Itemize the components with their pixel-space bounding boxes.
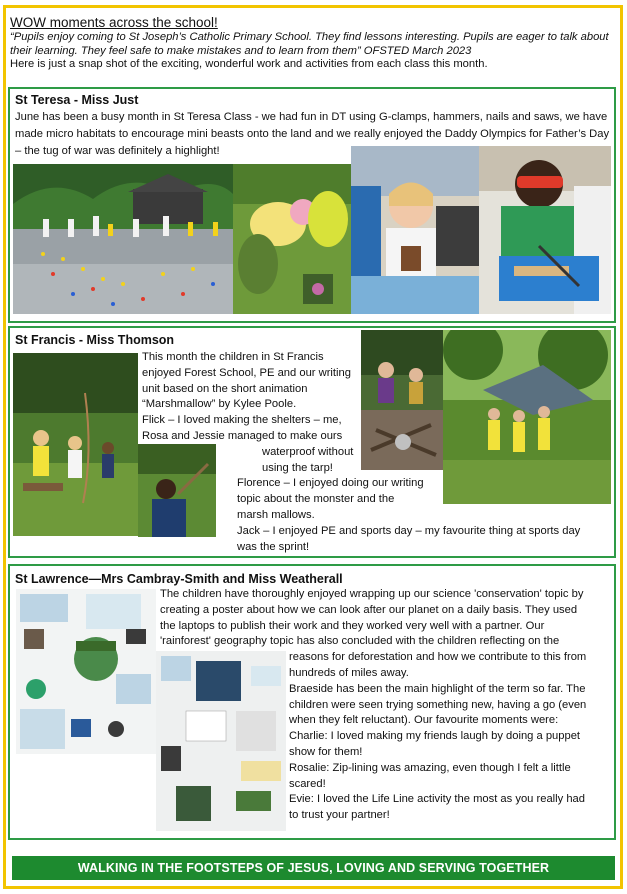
photo-dt-saw [479, 146, 611, 314]
photo-daddy-olympics [13, 164, 233, 314]
newsletter-header [10, 14, 616, 72]
page-title: WOW moments across the school! [10, 15, 218, 30]
section-title: St Lawrence—Mrs Cambray-Smith and Miss Weatherall [15, 572, 343, 586]
intro-text: Here is just a snap shot of the exciting, wonderful work and activities from each class this month. [10, 58, 488, 70]
section-st-teresa [8, 87, 616, 323]
school-motto-banner: WALKING IN THE FOOTSTEPS OF JESUS, LOVING AND SERVING TOGETHER [12, 856, 615, 880]
photo-campfire [361, 330, 443, 470]
section-text: This month the children in St Francis enjoyed Forest School, PE and our writing unit based on the short animation “Marshmallow” by Kylee Poole. Flick – I loved making the shelters – me, Rosa and Jessie managed to make ours waterproof without using the tarp! Florence – I enjoyed doing our writing topic about the monster and the marsh mallows. [142, 351, 424, 521]
photo-dt-hammering [351, 146, 479, 314]
section-title: St Teresa - Miss Just [15, 93, 139, 107]
section-text: The children have thoroughly enjoyed wrapping up our science 'conservation' topic by creating a poster about how we can look after our planet on a daily basis. They used the laptops to publish their work and they worked very well with a partner. Our 'rainforest' geography topic has also concluded with the children reflecting on the reasons for deforestation and how we contribute to this from hundreds of miles away. Braeside has been the main highlight of the term so far. The children were seen trying something new, having a go (even when they felt reluctant). Our favourite moments were: Charlie: I loved making my friends laugh by doing a puppet show for them! Rosalie: Zip-lining was amazing, even though I felt a little scared! Evie: I loved the Life Line activity the most as you really had to trust your partner! [160, 588, 587, 822]
ofsted-source: OFSTED March 2023 [360, 44, 472, 57]
section-st-francis [8, 326, 616, 558]
section-text-end: Jack – I enjoyed PE and sports day – my favourite thing at sports day was the sprint! [237, 525, 581, 553]
section-st-lawrence [8, 564, 616, 840]
section-text: June has been a busy month in St Teresa Class - we had fun in DT using G-clamps, hammers, nails and saws, we have made micro habitats to encourage mini beasts onto the land and we really enjoyed the Daddy Olympics for Father’s Day – the tug of war was definitely a highlight! [15, 111, 610, 157]
poster-conservation-1 [16, 589, 156, 754]
photo-forest-school [13, 353, 138, 536]
section-title: St Francis - Miss Thomson [15, 333, 175, 347]
photo-shelter [443, 330, 611, 504]
photo-micro-habitats [233, 164, 351, 314]
ofsted-quote: “Pupils enjoy coming to St Joseph’s Catholic Primary School. They find lessons interesting. Pupils are eager to talk about their learning. They feel safe to make mistakes and to learn from them” [10, 31, 609, 57]
